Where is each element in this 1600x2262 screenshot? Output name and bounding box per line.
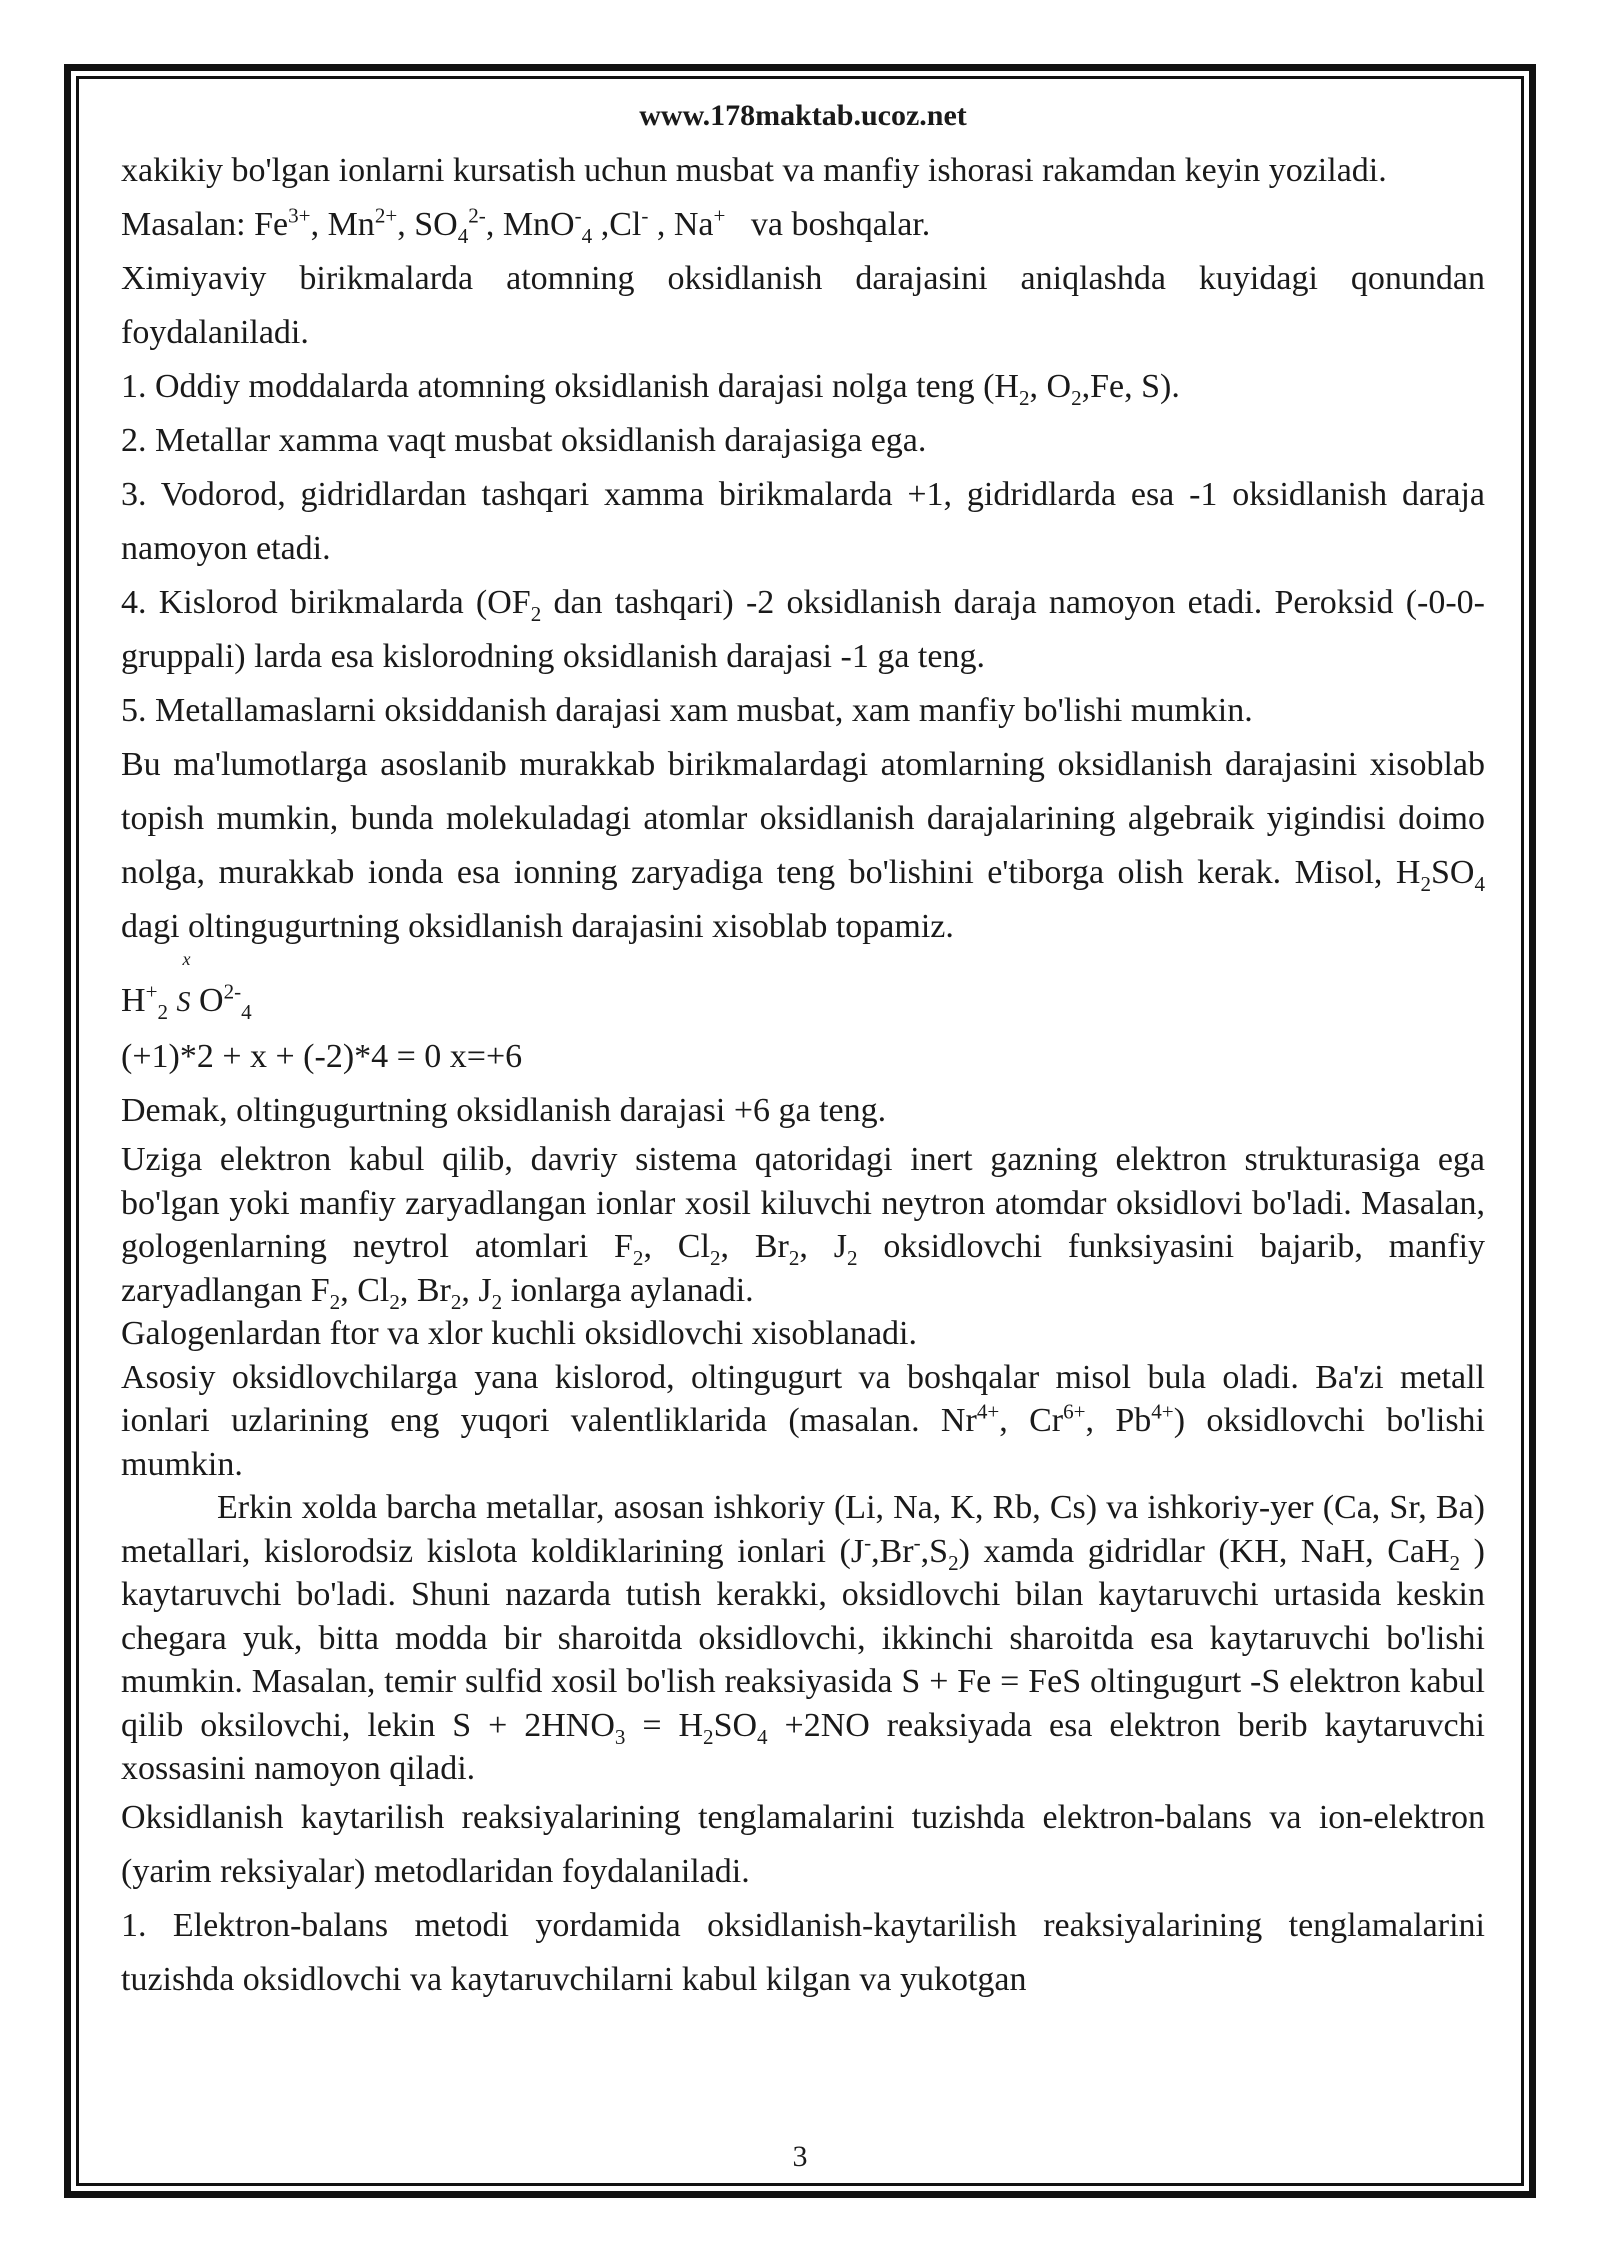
paragraph-main-oxidizers: Asosiy oksidlovchilarga yana kislorod, oltingugurt va boshqalar misol bula oladi. Ba'zi metall ionlari uzlarining eng yuqori valentliklarida (masalan. $Nr^{4+}$, $Cr^{6+}$, $Pb^{4+}$) oksidlovchi bo'lishi mumkin.	[121, 1358, 1485, 1483]
rule-3: 3. Vodorod, gidridlardan tashqari xamma birikmalarda +1, gidridlarda esa -1 oksidlanish daraja namoyon etadi.	[121, 476, 1485, 567]
site-header: www.178maktab.ucoz.net	[639, 99, 967, 132]
paragraph-rule-intro: Ximiyaviy birikmalarda atomning oksidlanish darajasini aniqlashda kuyidagi qonundan foydalaniladi.	[121, 260, 1485, 351]
paragraph-intro: xakikiy bo'lgan ionlarni kursatish uchun musbat va manfiy ishorasi rakamdan keyin yoziladi.	[121, 152, 1387, 189]
paragraph-halogen: Galogenlardan ftor va xlor kuchli oksidlovchi xisoblanadi.	[121, 1315, 917, 1352]
paragraph-basis: Bu ma'lumotlarga asoslanib murakkab birikmalardagi atomlarning oksidlanish darajasini xisoblab topish mumkin, bunda molekuladagi atomlar oksidlanish darajalarining algebraik yigindisi doimo nolga, murakkab ionda esa ionning zaryadiga teng bo'lishini e'tiborga olish kerak. Misol, $H_2SO_4$ dagi oltingugurtning oksidlanish darajasini xisoblab topamiz.	[121, 746, 1485, 945]
paragraph-reducers: Erkin xolda barcha metallar, asosan ishkoriy (Li, Na, K, Rb, Cs) va ishkoriy-yer (Ca, Sr, Ba) metallari, kislorodsiz kislota koldiklarining ionlari $(J^-,Br^-,S_2)$ xamda gidridlar (KH, NaH, CaH$_2$ ) kaytaruvchi bo'ladi. Shuni nazarda tutish kerakki, oksidlovchi bilan kaytaruvchi urtasida keskin chegara yuk, bitta modda bir sharoitda oksidlovchi, ikkinchi sharoitda esa kaytaruvchi bo'lishi mumkin. Masalan, temir sulfid xosil bo'lish reaksiyasida S + Fe = FeS oltingugurt -S elektron kabul qilib oksilovchi, lekin $S + 2HNO_3 = H_2SO_4 +2NO$ reaksiyada esa elektron berib kaytaruvchi xossasini namoyon qiladi.	[121, 1489, 1486, 1787]
formula-h2so4: $H^+_2$ x S $O^{2-}_4$	[121, 974, 1485, 1030]
paragraph-methods: Oksidlanish kaytarilish reaksiyalarining tenglamalarini tuzishda elektron-balans va ion-elektron (yarim reksiyalar) metodlaridan foydalaniladi.	[121, 1798, 1485, 1890]
rule-4: 4. Kislorod birikmalarda ($OF_2$ dan tashqari) -2 oksidlanish daraja namoyon etadi. Peroksid (-0-0-gruppali) larda esa kislorodning oksidlanish darajasi -1 ga teng.	[121, 584, 1485, 675]
document-page	[121, 96, 1485, 2007]
page-number: 3	[792, 2140, 808, 2173]
paragraph-examples: Masalan: $Fe^{3+}$, $Mn^{2+}$, $SO_4^{2-}$, MnO-$_4$ ,Cl- , Na+ va boshqalar.	[121, 203, 931, 248]
paragraph-method-1: 1. Elektron-balans metodi yordamida oksidlanish-kaytarilish reaksiyalarining tenglamalarini tuzishda oksidlovchi va kaytaruvchilarni kabul kilgan va yukotgan	[121, 1906, 1485, 1998]
rule-2: 2. Metallar xamma vaqt musbat oksidlanish darajasiga ega.	[121, 422, 927, 459]
rule-1: 1. Oddiy moddalarda atomning oksidlanish darajasi nolga teng ($H_2$, $O_2,Fe$, S).	[121, 368, 1180, 410]
rule-5: 5. Metallamaslarni oksiddanish darajasi xam musbat, xam manfiy bo'lishi mumkin.	[121, 692, 1253, 729]
sulfur-unknown: x S	[176, 949, 191, 1018]
equation-line: (+1)*2 + x + (-2)*4 = 0 x=+6	[121, 1038, 523, 1075]
conclusion-line: Demak, oltingugurtning oksidlanish darajasi +6 ga teng.	[121, 1092, 887, 1129]
paragraph-oxidizer: Uziga elektron kabul qilib, davriy sistema qatoridagi inert gazning elektron strukturasiga ega bo'lgan yoki manfiy zaryadlangan ionlar xosil kiluvchi neytron atomdar oksidlovi bo'ladi. Masalan, gologenlarning neytrol atomlari $F_2$, $Cl_2$, $Br_2$, $J_2$ oksidlovchi funksiyasini bajarib, manfiy zaryadlangan $F_2$, $Cl_2$, $Br_2$, $J_2$ ionlarga aylanadi.	[121, 1141, 1486, 1314]
